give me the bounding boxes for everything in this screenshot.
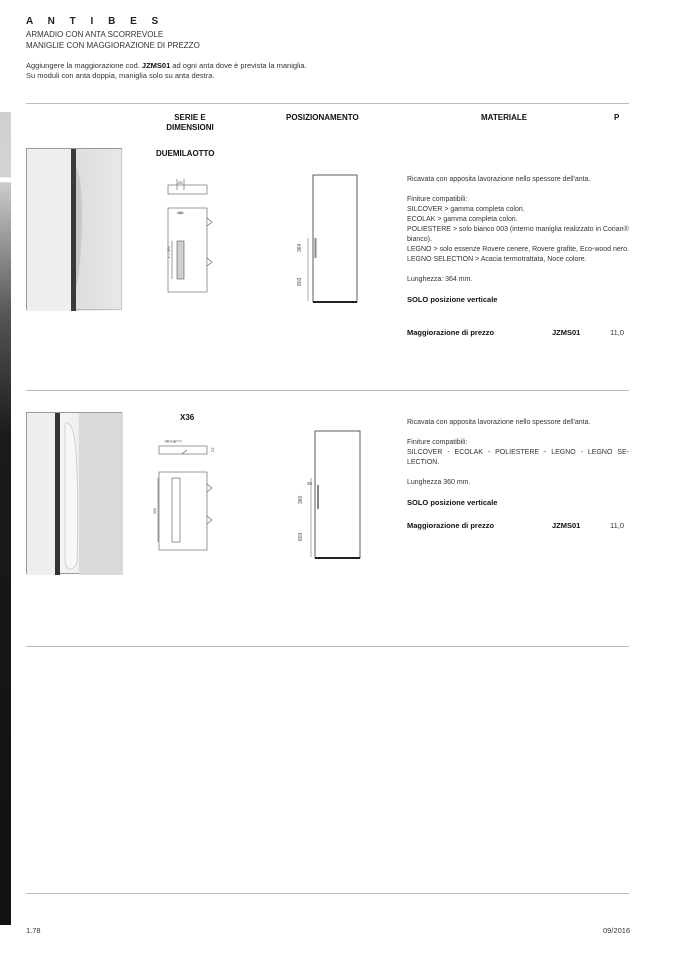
handle-photo-duemilaotto xyxy=(27,149,123,311)
surcharge-label: Maggiorazione di prezzo xyxy=(407,328,495,337)
material-block-x36 xyxy=(407,418,629,508)
note-text-before: Aggiungere la maggiorazione cod. xyxy=(26,61,142,70)
position-dim-handle: 360 xyxy=(298,495,304,504)
finish-item: LEGNO > solo essenze Rovere cenere, Rovere grafite, Eco-wood nero. xyxy=(407,246,629,253)
surcharge-price: 11,0 xyxy=(610,328,625,337)
tech-drawing-duemilaotto xyxy=(160,178,220,294)
finishes-title: Finiture compatibili: xyxy=(407,439,468,446)
surcharge-price: 11,0 xyxy=(610,521,625,530)
handle-length: Lunghezza: 364 mm. xyxy=(407,276,473,283)
note-text-after: ad ogni anta dove è prevista la maniglia. xyxy=(170,61,307,70)
column-price: P xyxy=(614,113,620,122)
publication-date: 09/2016 xyxy=(603,926,631,935)
finishes-title: Finiture compatibili: xyxy=(407,196,468,203)
surcharge-code: JZMS01 xyxy=(552,521,581,530)
surcharge-label: Maggiorazione di prezzo xyxy=(407,521,495,530)
note-code: JZMS01 xyxy=(141,61,171,70)
subtitle-line2: MANIGLIE CON MAGGIORAZIONE DI PREZZO xyxy=(26,41,200,50)
dim-length: 360 xyxy=(153,508,157,514)
position-dim-top: 30 xyxy=(307,481,313,486)
position-note: SOLO posizione verticale xyxy=(407,498,498,507)
brand-title: A N T I B E S xyxy=(26,16,165,27)
divider-middle xyxy=(26,390,629,391)
product-photo-duemilaotto xyxy=(26,148,122,310)
position-dim-height: 803 xyxy=(297,277,303,286)
finish-item: ECOLAK > gamma completa colori. xyxy=(407,216,518,223)
finish-item: LEGNO SELECTION > Acacia termotrattata, Noce colore. xyxy=(407,256,587,263)
tech-drawing-x36 xyxy=(150,436,220,552)
dim-d3: L = 364 xyxy=(167,246,171,258)
finish-item: SILCOVER > gamma completa colori. xyxy=(407,206,525,213)
product-name-x36: X36 xyxy=(180,413,195,422)
divider-lower xyxy=(26,646,629,647)
divider-top xyxy=(26,103,629,104)
column-series-line1: SERIE E xyxy=(174,113,206,122)
intro-note-1 xyxy=(26,61,307,71)
dim-d2: 25 xyxy=(178,210,183,215)
finish-item: POLIESTERE > solo bianco 003 (interno maniglia realizzato in Corian® bianco). xyxy=(407,226,629,243)
product-photo-x36 xyxy=(26,412,122,574)
material-description: Ricavata con apposita lavorazione nello spessore dell'anta. xyxy=(407,419,591,426)
position-note: SOLO posizione verticale xyxy=(407,295,498,304)
divider-bottom xyxy=(26,893,629,894)
dim-radius: R = 6 xyxy=(166,439,176,444)
surcharge-code: JZMS01 xyxy=(552,328,581,337)
position-drawing-duemilaotto xyxy=(288,172,358,306)
position-dim-height: 803 xyxy=(298,532,304,541)
intro-note-2: Su moduli con anta doppia, maniglia solo su anta destra. xyxy=(26,71,215,80)
material-description: Ricavata con apposita lavorazione nello spessore dell'anta. xyxy=(407,176,591,183)
finish-item: SILCOVER - ECOLAK - POLIESTERE - LEGNO - LEGNO SE-LECTION. xyxy=(407,449,629,466)
column-position: POSIZIONAMENTO xyxy=(286,113,359,122)
column-series xyxy=(150,113,230,133)
material-block-duemilaotto xyxy=(407,175,629,305)
position-drawing-x36 xyxy=(290,428,362,562)
product-name-duemilaotto: DUEMILAOTTO xyxy=(156,149,215,158)
handle-length: Lunghezza 360 mm. xyxy=(407,479,471,486)
side-tab-strip xyxy=(0,112,11,925)
subtitle-line1: ARMADIO CON ANTA SCORREVOLE xyxy=(26,30,164,39)
position-dim-handle: 364 xyxy=(297,243,303,252)
dim-d1: 25 xyxy=(178,180,183,185)
column-material: MATERIALE xyxy=(481,113,528,122)
column-series-line2: DIMENSIONI xyxy=(166,123,214,132)
dim-depth: 23 xyxy=(210,447,215,452)
page-number: 1.78 xyxy=(26,926,41,935)
handle-photo-x36 xyxy=(27,413,123,575)
